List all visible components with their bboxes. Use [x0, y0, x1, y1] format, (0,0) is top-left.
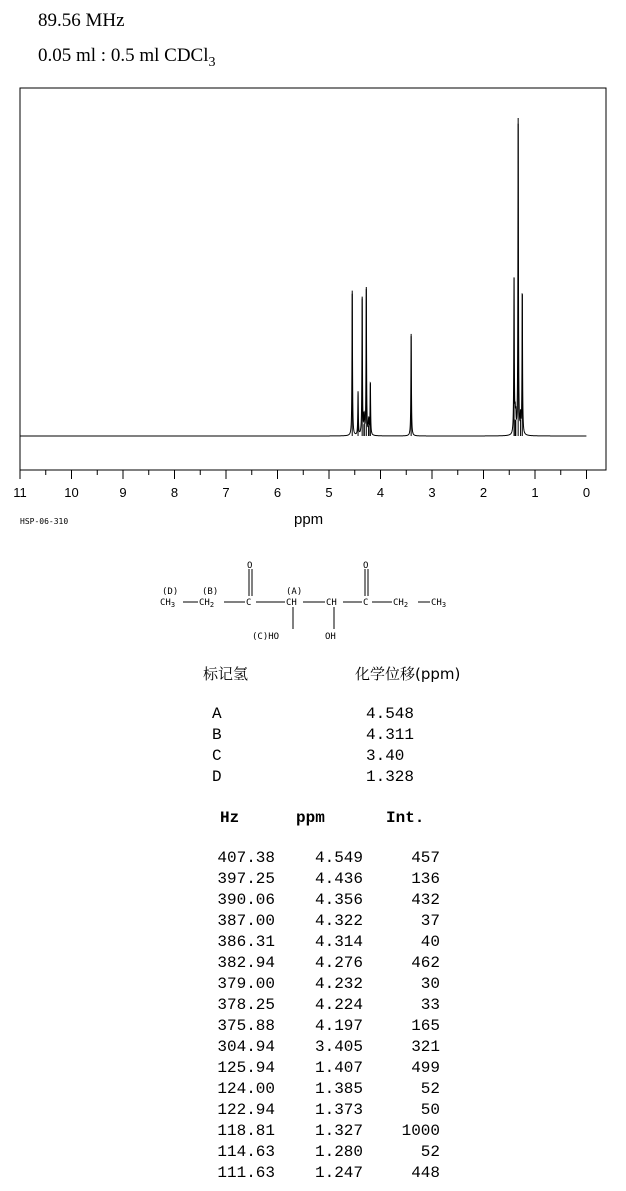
label-b: (B) [202, 587, 219, 597]
peak-int: 462 [411, 954, 440, 972]
assignment-label: D [212, 768, 222, 786]
group-c-2: C [363, 598, 369, 608]
peak-ppm: 1.373 [314, 1101, 363, 1119]
assign-header-shift: 化学位移(ppm) [355, 665, 461, 683]
peak-row [200, 932, 460, 953]
peak-int: 457 [411, 849, 440, 867]
peak-row [200, 953, 460, 974]
peak-row [200, 848, 460, 869]
peak-hz: 386.31 [217, 933, 275, 951]
assign-header-label: 标记氢 [203, 665, 249, 683]
x-tick-label: 1 [531, 485, 539, 500]
x-axis-ticks [20, 470, 587, 479]
assignment-table [210, 704, 470, 788]
x-tick-label: 2 [479, 485, 488, 500]
peak-ppm: 3.405 [314, 1038, 363, 1056]
peak-hz: 390.06 [217, 891, 275, 909]
x-tick-label: 9 [119, 485, 127, 500]
oxygen-1: O [247, 561, 253, 571]
peak-hz: 114.63 [217, 1143, 275, 1161]
group-c-1: C [246, 598, 252, 608]
peak-row [200, 995, 460, 1016]
peak-int: 165 [411, 1017, 440, 1035]
peak-ppm: 4.276 [314, 954, 363, 972]
group-ch3-right: $CH_3$ [431, 598, 447, 609]
group-ch-a: CH [286, 598, 297, 608]
spectrum-code: HSP-06-310 [20, 517, 69, 526]
peak-hz: 382.94 [217, 954, 275, 972]
peak-ppm: 4.356 [314, 891, 363, 909]
x-axis-label: ppm [294, 511, 324, 528]
chemical-structure [0, 555, 626, 650]
peak-ppm: 1.407 [314, 1059, 363, 1077]
peak-row [200, 1163, 460, 1184]
peak-hz: 118.81 [217, 1122, 275, 1140]
peak-hz: 111.63 [217, 1164, 275, 1182]
peak-row [200, 1058, 460, 1079]
peak-int: 37 [420, 912, 440, 930]
x-tick-label: 10 [64, 485, 79, 500]
assignment-row [210, 746, 470, 767]
peak-ppm: 4.224 [314, 996, 363, 1014]
peak-table-header [200, 808, 460, 829]
peak-int: 33 [420, 996, 440, 1014]
label-a: (A) [286, 587, 303, 597]
peak-row [200, 974, 460, 995]
nmr-spectrum-chart [0, 0, 626, 540]
peak-row [200, 1142, 460, 1163]
peak-int: 40 [420, 933, 440, 951]
spectrum-trace [20, 118, 586, 436]
peak-ppm: 1.327 [314, 1122, 363, 1140]
peak-int: 136 [411, 870, 440, 888]
peak-ppm: 1.280 [314, 1143, 363, 1161]
peak-int: 50 [420, 1101, 440, 1119]
peak-row [200, 1037, 460, 1058]
peak-hz: 378.25 [217, 996, 275, 1014]
peak-row [200, 911, 460, 932]
peak-hz: 125.94 [217, 1059, 275, 1077]
header-hz: Hz [220, 809, 240, 827]
assignment-shift: 4.548 [366, 705, 415, 723]
peak-int: 30 [420, 975, 440, 993]
peak-int: 432 [411, 891, 440, 909]
assignment-shift: 1.328 [366, 768, 415, 786]
peak-hz: 407.38 [217, 849, 275, 867]
peak-row [200, 890, 460, 911]
x-tick-label: 4 [376, 485, 385, 500]
group-ch3-left: $CH_3$ [160, 598, 176, 609]
spectrometer-frequency: 89.56 MHz [38, 10, 125, 31]
peak-hz: 375.88 [217, 1017, 275, 1035]
peak-row [200, 1079, 460, 1100]
x-tick-label: 11 [13, 485, 27, 500]
peak-ppm: 4.322 [314, 912, 363, 930]
peak-row [200, 1016, 460, 1037]
peak-ppm: 4.549 [314, 849, 363, 867]
oxygen-2: O [363, 561, 369, 571]
x-tick-label: 7 [222, 485, 230, 500]
peak-hz: 124.00 [217, 1080, 275, 1098]
peak-hz: 387.00 [217, 912, 275, 930]
assignment-shift: 4.311 [366, 726, 415, 744]
peak-hz: 304.94 [217, 1038, 275, 1056]
peak-ppm: 4.436 [314, 870, 363, 888]
assignment-row [210, 767, 470, 788]
x-axis-tick-labels [13, 485, 590, 500]
x-tick-label: 8 [170, 485, 179, 500]
peak-int: 448 [411, 1164, 440, 1182]
peak-row [200, 1121, 460, 1142]
peak-row [200, 869, 460, 890]
group-ch2-left: $CH_2$ [199, 598, 215, 609]
peak-int: 52 [420, 1143, 440, 1161]
x-tick-label: 0 [582, 485, 591, 500]
peak-row [200, 1100, 460, 1121]
assignment-label: A [212, 705, 222, 723]
peak-int: 499 [411, 1059, 440, 1077]
solvent-subscript: 3 [208, 54, 216, 70]
assignment-label: B [212, 726, 222, 744]
x-tick-label: 3 [428, 485, 436, 500]
peak-int: 321 [411, 1038, 440, 1056]
peak-int: 1000 [401, 1122, 440, 1140]
peak-ppm: 1.385 [314, 1080, 363, 1098]
assignment-shift: 3.40 [366, 747, 405, 765]
hydroxyl-2: OH [325, 632, 336, 642]
x-tick-label: 6 [273, 485, 282, 500]
peak-ppm: 4.232 [314, 975, 363, 993]
peak-ppm: 4.314 [314, 933, 363, 951]
assignment-row [210, 704, 470, 725]
assignment-label: C [212, 747, 222, 765]
x-tick-label: 5 [325, 485, 333, 500]
hydroxyl-c: (C)HO [252, 632, 280, 642]
header-int: Int. [386, 809, 425, 827]
peak-ppm: 4.197 [314, 1017, 363, 1035]
peak-hz: 122.94 [217, 1101, 275, 1119]
spectrum-line [20, 124, 586, 436]
solvent-text: 0.05 ml : 0.5 ml CDCl [38, 45, 209, 66]
group-ch2-right: $CH_2$ [393, 598, 409, 609]
peak-table [200, 848, 460, 1184]
assignment-row [210, 725, 470, 746]
peak-int: 52 [420, 1080, 440, 1098]
peak-hz: 397.25 [217, 870, 275, 888]
peak-hz: 379.00 [217, 975, 275, 993]
peak-ppm: 1.247 [314, 1164, 363, 1182]
group-ch-2: CH [326, 598, 337, 608]
header-ppm: ppm [296, 809, 325, 827]
label-d: (D) [162, 587, 179, 597]
